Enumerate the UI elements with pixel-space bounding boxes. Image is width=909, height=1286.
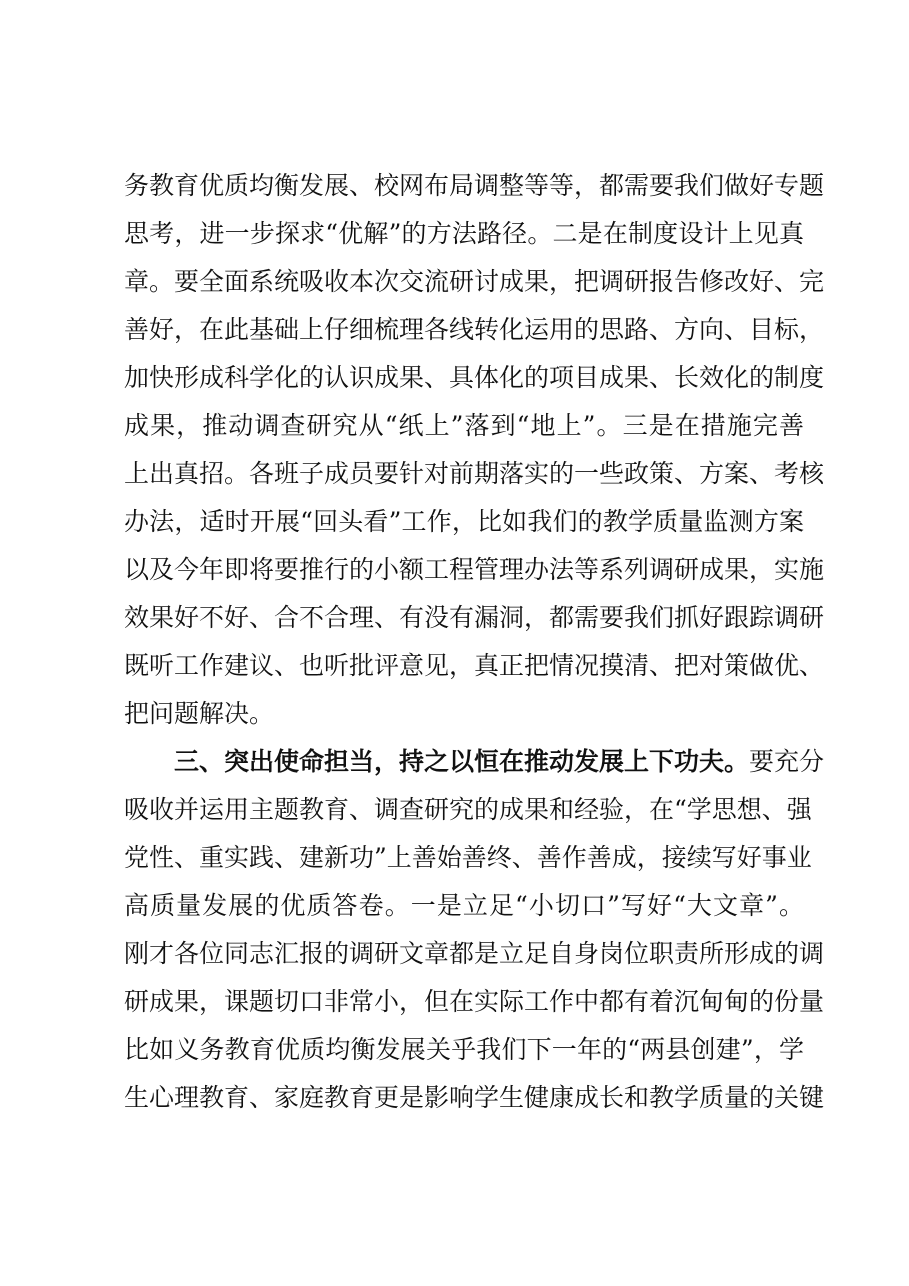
paragraph-1-line-8: 办法，适时开展“回头看”工作，比如我们的教学质量监测方案 — [124, 507, 804, 536]
paragraph-1-line-9: 以及今年即将要推行的小额工程管理办法等系列调研成果，实施 — [124, 555, 825, 584]
paragraph-1-line-4: 善好，在此基础上仔细梳理各线转化运用的思路、方向、目标， — [124, 315, 825, 344]
paragraph-1-line-6: 成果，推动调查研究从“纸上”落到“地上”。三是在措施完善 — [124, 411, 804, 440]
paragraph-2-line-3: 党性、重实践、建新功”上善始善终、善作善成，接续写好事业 — [124, 843, 812, 872]
paragraph-2-line-8: 生心理教育、家庭教育更是影响学生健康成长和教学质量的关键 — [124, 1083, 825, 1112]
paragraph-1-line-11: 既听工作建议、也听批评意见，真正把情况摸清、把对策做优、 — [124, 651, 825, 680]
paragraph-2-line-5: 刚才各位同志汇报的调研文章都是立足自身岗位职责所形成的调 — [124, 939, 825, 968]
paragraph-1-line-10: 效果好不好、合不合理、有没有漏洞，都需要我们抓好跟踪调研 — [124, 603, 825, 632]
paragraph-1-line-1: 务教育优质均衡发展、校网布局调整等等，都需要我们做好专题 — [124, 171, 825, 200]
paragraph-1-line-12: 把问题解决。 — [124, 699, 275, 728]
paragraph-1-line-2: 思考，进一步探求“优解”的方法路径。二是在制度设计上见真 — [124, 219, 804, 248]
paragraph-2-line-7: 比如义务教育优质均衡发展关乎我们下一年的“两县创建”，学 — [124, 1035, 804, 1064]
paragraph-2-first-line-rest: 要充分 — [749, 747, 825, 776]
paragraph-2-line-6: 研成果，课题切口非常小，但在实际工作中都有着沉甸甸的份量 — [124, 987, 825, 1016]
paragraph-1-line-3: 章。要全面系统吸收本次交流研讨成果，把调研报告修改好、完 — [124, 267, 825, 296]
paragraph-2-line-4: 高质量发展的优质答卷。一是立足“小切口”写好“大文章”。 — [124, 891, 804, 920]
section-heading: 三、突出使命担当，持之以恒在推动发展上下功夫。 — [174, 747, 750, 776]
paragraph-2-first-line — [174, 742, 825, 782]
paragraph-2-line-2: 吸收并运用主题教育、调查研究的成果和经验，在“学思想、强 — [124, 795, 812, 824]
paragraph-1-line-7: 上出真招。各班子成员要针对前期落实的一些政策、方案、考核 — [124, 459, 825, 488]
paragraph-1-line-5: 加快形成科学化的认识成果、具体化的项目成果、长效化的制度 — [124, 363, 825, 392]
